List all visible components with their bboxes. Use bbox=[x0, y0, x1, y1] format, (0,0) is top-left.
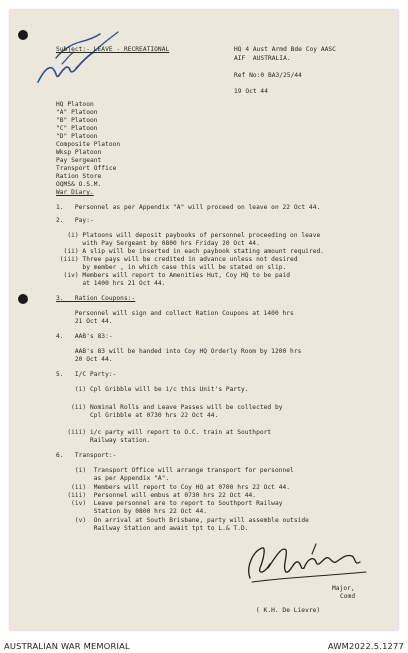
section-6-line: (v) On arrival at South Brisbane, party will assemble outside bbox=[56, 517, 309, 524]
section-3-title bbox=[56, 295, 135, 302]
distribution-item: "B" Platoon bbox=[56, 117, 98, 124]
footer-institution: AUSTRALIAN WAR MEMORIAL bbox=[4, 641, 130, 651]
handwritten-war-diary-note bbox=[32, 24, 122, 94]
section-2-line: with Pay Sergeant by 0800 hrs Friday 20 Oct 44. bbox=[56, 240, 260, 247]
section-2-line: by member , in which case this will be stated on slip. bbox=[56, 264, 287, 271]
section-2-line: (iii) Three pays will be credited in advance unless not desired bbox=[56, 256, 298, 263]
section-2-line: at 1400 hrs 21 Oct 44. bbox=[56, 280, 166, 287]
section-5-line: (i) Cpl Gribble will be i/c this Unit's Party. bbox=[56, 386, 249, 393]
unit-name: HQ 4 Aust Armd Bde Coy AASC bbox=[234, 46, 336, 53]
distribution-item: Pay Sergeant bbox=[56, 157, 102, 164]
distribution-item: War Diary. bbox=[56, 189, 94, 196]
document-page bbox=[10, 10, 398, 630]
force-location: AIF AUSTRALIA. bbox=[234, 55, 291, 62]
section-6-line: (iii) Personnel will embus at 0730 hrs 22 Oct 44. bbox=[56, 492, 257, 499]
section-6-line: (iv) Leave personnel are to report to Southport Railway bbox=[56, 500, 283, 507]
section-2-line: (i) Platoons will deposit paybooks of personnel proceeding on leave bbox=[56, 232, 321, 239]
punch-hole-top bbox=[18, 30, 28, 40]
section-1-text: 1. Personnel as per Appendix "A" will proceed on leave on 22 Oct 44. bbox=[56, 204, 321, 211]
distribution-item: Composite Platoon bbox=[56, 141, 121, 148]
section-6-title: 6. Transport:- bbox=[56, 452, 117, 459]
distribution-item: "C" Platoon bbox=[56, 125, 98, 132]
section-6-line: (ii) Members will report to Coy HQ at 0700 hrs 22 Oct 44. bbox=[56, 484, 291, 491]
punch-hole-middle bbox=[18, 294, 28, 304]
section-5-line: Railway station. bbox=[56, 437, 151, 444]
section-6-line: (i) Transport Office will arrange transport for personnel bbox=[56, 467, 294, 474]
distribution-item: Ration Store bbox=[56, 173, 102, 180]
section-4-line: AAB's 83 will be handed into Coy HQ Orderly Room by 1200 hrs bbox=[56, 348, 302, 355]
reference-number: Ref No:0 BA3/25/44 bbox=[234, 72, 302, 79]
section-4-line: 20 Oct 44. bbox=[56, 356, 113, 363]
section-5-title: 5. I/C Party:- bbox=[56, 371, 117, 378]
section-4-title: 4. AAB's 83:- bbox=[56, 333, 113, 340]
subject-line: Subject:- LEAVE - RECREATIONAL bbox=[56, 46, 170, 53]
section-5-line: Cpl Gribble at 0730 hrs 22 Oct 44. bbox=[56, 412, 219, 419]
signatory-appointment: Comd bbox=[340, 593, 356, 600]
section-2-line: (ii) A slip will be inserted in each paybook stating amount required. bbox=[56, 248, 325, 255]
document-date: 19 Oct 44 bbox=[234, 88, 268, 95]
section-3-line: 21 Oct 44. bbox=[56, 318, 113, 325]
section-2-title: 2. Pay:- bbox=[56, 217, 94, 224]
footer-accession-number: AWM2022.5.1277 bbox=[327, 641, 404, 651]
handwritten-signature bbox=[242, 538, 372, 588]
archive-footer bbox=[0, 637, 408, 653]
signatory-name: ( K.H. De Lievre) bbox=[256, 607, 321, 614]
distribution-item: Wksp Platoon bbox=[56, 149, 102, 156]
section-3-title-text: 3. Ration Coupons:- bbox=[56, 295, 136, 302]
distribution-item: "D" Platoon bbox=[56, 133, 98, 140]
section-3-line: Personnel will sign and collect Ration Coupons at 1400 hrs bbox=[56, 310, 294, 317]
section-6-line: Station by 0800 hrs 22 Oct 44. bbox=[56, 508, 208, 515]
section-5-line: (iii) i/c party will report to O.C. train at Southport bbox=[56, 429, 272, 436]
distribution-item: "A" Platoon bbox=[56, 109, 98, 116]
section-5-line: (ii) Nominal Rolls and Leave Passes will be collected by bbox=[56, 404, 283, 411]
distribution-item: Transport Office bbox=[56, 165, 117, 172]
distribution-item: OQMS& O.S.M. bbox=[56, 181, 102, 188]
signatory-rank: Major, bbox=[332, 585, 355, 592]
section-6-line: Railway Station and await tpt to L.& T.D. bbox=[56, 525, 249, 532]
section-6-line: as per Appendix "A". bbox=[56, 475, 170, 482]
section-2-line: (iv) Members will report to Amenities Hut, Coy HQ to be paid bbox=[56, 272, 291, 279]
distribution-item: HQ Platoon bbox=[56, 101, 94, 108]
